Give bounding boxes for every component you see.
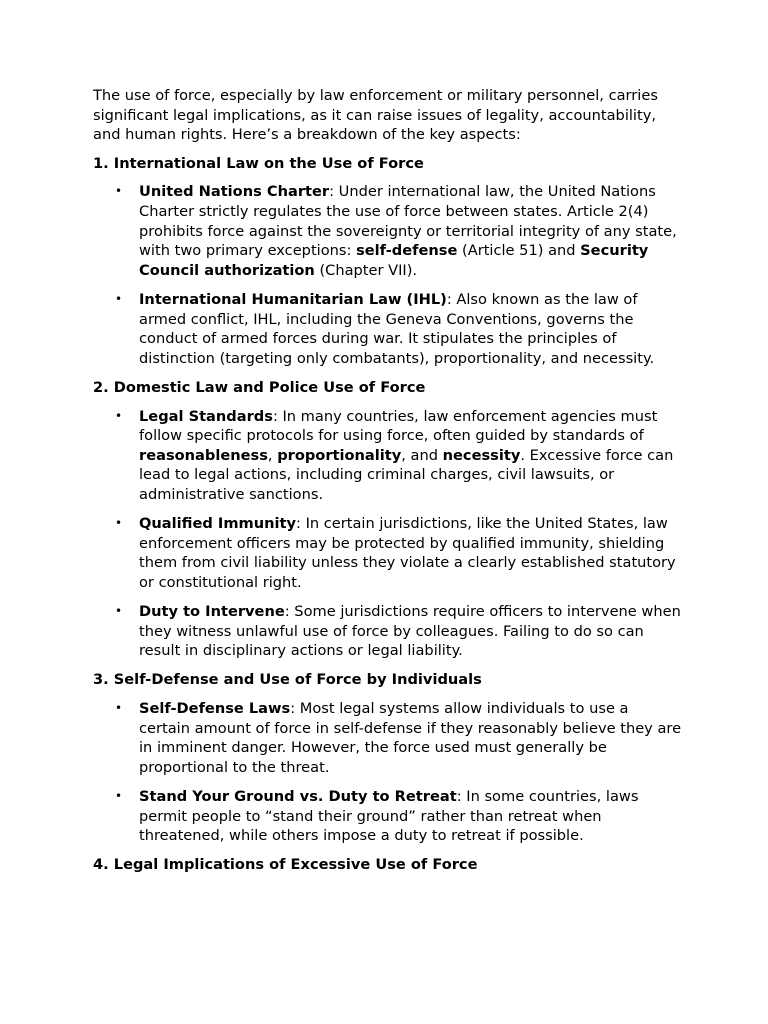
bullet-item xyxy=(93,290,683,368)
item-text: : Under international law, the United Nations Charter strictly regulates the use of force between states. Article 2(4) prohibits force against the sovereignty or territorial integrity of any state, with two primary exceptions: xyxy=(139,183,677,260)
item-term: Duty to Intervene xyxy=(139,603,285,621)
bullet-icon: • xyxy=(115,604,123,619)
item-text: : In some countries, laws permit people to “stand their ground” rather than retreat when threatened, while others impose a duty to retreat if possible. xyxy=(139,787,639,845)
bullet-item xyxy=(93,602,683,661)
section-4 xyxy=(93,855,683,875)
item-emphasis: self-defense xyxy=(356,242,458,260)
item-text: : In certain jurisdictions, like the United States, law enforcement officers may be protected by qualified immunity, shielding them from civil liability unless they violate a clearly established statutory or constitutional right. xyxy=(139,515,676,591)
bullet-item xyxy=(93,182,683,280)
bullet-list xyxy=(93,407,683,661)
bullet-icon: • xyxy=(115,408,123,423)
bullet-icon: • xyxy=(115,788,123,803)
intro-paragraph: The use of force, especially by law enforcement or military personnel, carries significant legal implications, as it can raise issues of legality, accountability, and human rights. Here’s a breakdown of the key aspects: xyxy=(93,87,658,144)
bullet-item xyxy=(93,514,683,592)
bullet-list xyxy=(93,182,683,368)
item-emphasis: necessity xyxy=(442,446,521,464)
section-1 xyxy=(93,154,683,369)
item-text: (Chapter VII). xyxy=(314,261,418,279)
section-heading: 1. International Law on the Use of Force xyxy=(93,154,424,172)
bullet-icon: • xyxy=(115,701,123,715)
item-emphasis: proportionality xyxy=(277,446,402,464)
item-term: United Nations Charter xyxy=(139,183,330,201)
item-text: : Some jurisdictions require officers to intervene when they witness unlawful use of force by colleagues. Failing to do so can result in disciplinary actions or legal liability. xyxy=(139,603,681,660)
item-text: (Article 51) and xyxy=(457,242,581,260)
bullet-list xyxy=(93,699,683,846)
bullet-icon: • xyxy=(115,291,123,306)
item-term: Stand Your Ground vs. Duty to Retreat xyxy=(139,787,457,805)
item-emphasis: reasonableness xyxy=(139,446,268,464)
item-term: Self-Defense Laws xyxy=(139,700,291,717)
section-3 xyxy=(93,670,683,845)
item-term: Legal Standards xyxy=(139,407,273,425)
item-text: , and xyxy=(401,446,443,464)
item-text: : Also known as the law of armed conflict, IHL, including the Geneva Conventions, governs the conduct of armed forces during war. It stipulates the principles of distinction (targeting only combatants), proportionality, and necessity. xyxy=(139,290,655,367)
item-term: International Humanitarian Law (IHL) xyxy=(139,290,447,308)
item-text: : In many countries, law enforcement agencies must follow specific protocols for using force, often guided by standards of xyxy=(139,407,658,445)
item-text: . Excessive force can lead to legal actions, including criminal charges, civil lawsuits, or administrative sanctions. xyxy=(139,446,674,503)
section-2 xyxy=(93,378,683,661)
item-emphasis: Security Council authorization xyxy=(139,242,649,279)
section-heading: 3. Self-Defense and Use of Force by Individuals xyxy=(93,671,482,689)
section-heading: 4. Legal Implications of Excessive Use of Force xyxy=(93,856,478,874)
bullet-icon: • xyxy=(115,184,123,199)
item-text: , xyxy=(267,446,278,464)
document-page xyxy=(93,86,683,884)
bullet-item xyxy=(93,407,683,505)
item-term: Qualified Immunity xyxy=(139,515,297,533)
section-heading: 2. Domestic Law and Police Use of Force xyxy=(93,378,426,396)
bullet-item xyxy=(93,699,683,777)
bullet-item xyxy=(93,787,683,846)
bullet-icon: • xyxy=(115,516,123,531)
item-text: : Most legal systems allow individuals to use a certain amount of force in self-defense if they reasonably believe they are in imminent danger. However, the force used must generally be proportional to the threat. xyxy=(139,700,682,776)
